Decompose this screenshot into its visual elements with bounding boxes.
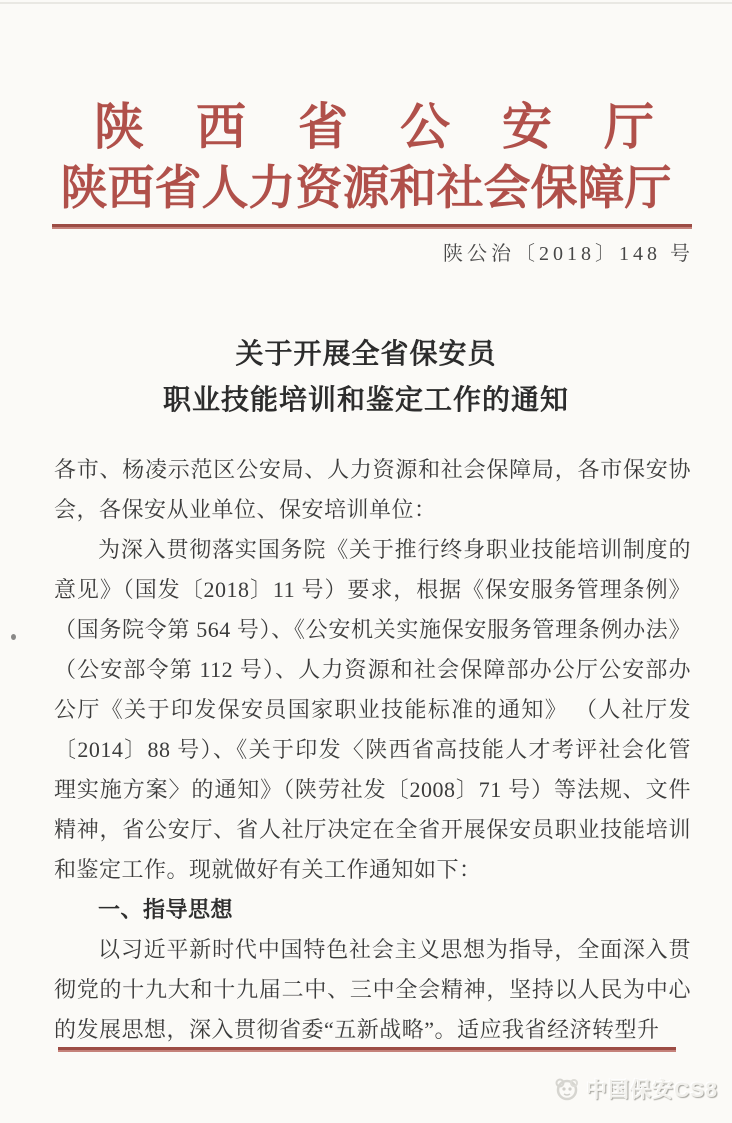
notice-title-line2: 职业技能培训和鉴定工作的通知 <box>162 385 569 416</box>
scan-artifact-dot <box>11 634 16 640</box>
salutation-paragraph: 各市、杨凌示范区公安局、人力资源和社会保障局，各市保安协会，各保安从业单位、保安培训单位： <box>54 457 691 522</box>
notice-body <box>54 450 691 1050</box>
notice-title <box>0 332 732 424</box>
watermark <box>552 1074 718 1104</box>
guiding-ideology-paragraph: 以习近平新时代中国特色社会主义思想为指导，全面深入贯彻党的十九大和十九届二中、三中全会精神，坚持以人民为中心的发展思想，深入贯彻省委“五新战略”。适应我省经济转型升 <box>54 937 691 1042</box>
notice-title-line1: 关于开展全省保安员 <box>235 339 497 370</box>
letterhead-rule <box>52 224 692 229</box>
page-top-edge-line <box>0 2 732 4</box>
panda-badge-icon <box>552 1076 580 1102</box>
intro-paragraph: 为深入贯彻落实国务院《关于推行终身职业技能培训制度的意见》（国发〔2018〕11 号）要求，根据《保安服务管理条例》（国务院令第 564 号）、《公安机关实施保安服务管理条例办法》（公安部令第 112 号）、人力资源和社会保障部办公厅公安部办公厅《关于印发保安员国家职业技能标准的通知》 （人社厅发〔2014〕88 号）、《关于印发〈陕西省高技能人才考评社会化管理实施方案〉的通知》（陕劳社发〔2008〕71 号）等法规、文件精神，省公安厅、省人社厅决定在全省开展保安员职业技能培训和鉴定工作。现就做好有关工作通知如下： <box>54 537 691 882</box>
watermark-label: 中国保安CS8 <box>586 1079 718 1102</box>
letterhead-org-primary: 陕西省公安厅 <box>94 99 706 155</box>
letterhead-org-secondary: 陕西省人力资源和社会保障厅 <box>60 163 672 215</box>
section-heading-1: 一、指导思想 <box>98 897 234 922</box>
footer-rule <box>58 1047 676 1052</box>
doc-reference-number: 陕公治〔2018〕148 号 <box>443 243 694 265</box>
